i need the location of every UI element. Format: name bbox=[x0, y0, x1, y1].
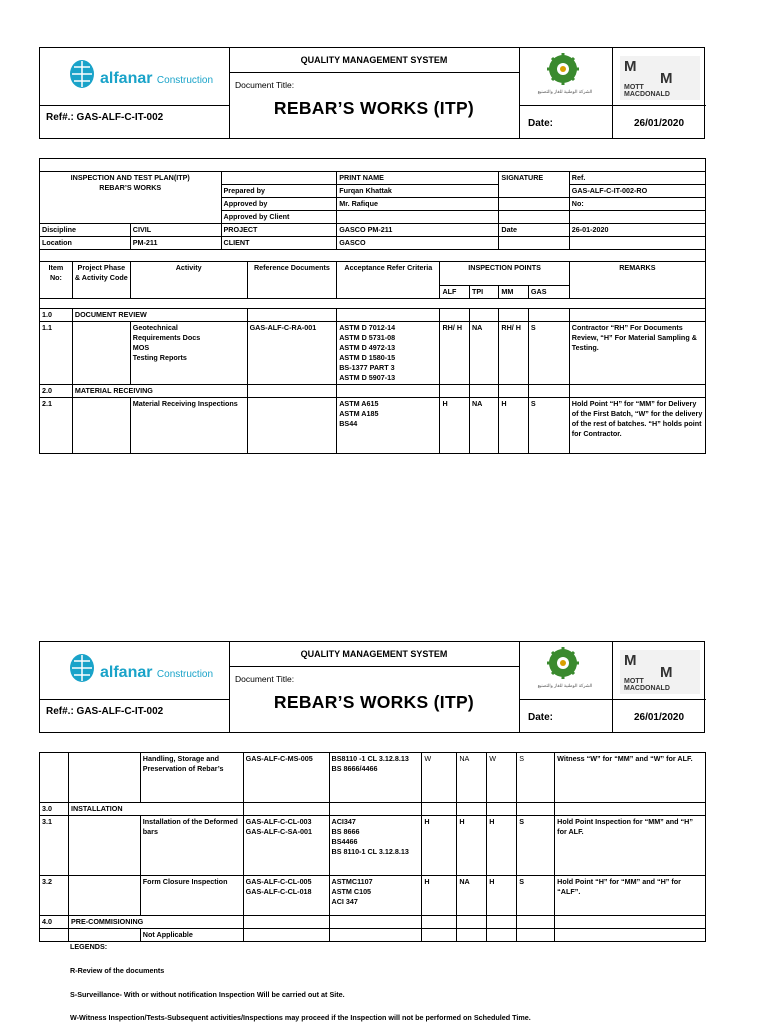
gasco-logo bbox=[529, 52, 601, 102]
mm-name-1: MOTT bbox=[624, 678, 644, 685]
company-sub: Construction bbox=[156, 75, 214, 86]
gasco-caption: الشركة الوطنية للغاز والتصنيع bbox=[537, 683, 593, 688]
sec2-title: MATERIAL RECEIVING bbox=[72, 385, 247, 398]
col-activity: Activity bbox=[130, 262, 247, 299]
itp-table-2 bbox=[39, 752, 706, 942]
gasco-caption: الشركة الوطنية للغاز والتصنيع bbox=[537, 89, 593, 94]
row22-mm: W bbox=[487, 753, 517, 803]
row21-alf: H bbox=[440, 398, 469, 454]
gasco-gear-icon bbox=[543, 52, 583, 86]
col-phase: Project Phase & Activity Code bbox=[72, 262, 130, 299]
date-value: 26/01/2020 bbox=[633, 712, 685, 723]
sec4-no: 4.0 bbox=[40, 916, 69, 929]
row21-remarks: Hold Point “H” for “MM” for Delivery of the First Batch, “W” for the delivery of the rest of batches. “H” holds point for Contractor. bbox=[569, 398, 705, 454]
plan-title: INSPECTION AND TEST PLAN(ITP) REBAR’S WORKS bbox=[40, 172, 222, 211]
row32-tpi: NA bbox=[457, 876, 487, 916]
doc-title: REBAR’S WORKS (ITP) bbox=[273, 98, 475, 118]
alfanar-globe-icon bbox=[68, 58, 98, 90]
alfanar-logo bbox=[68, 58, 218, 92]
row32-alf: H bbox=[422, 876, 457, 916]
row22-activity: Handling, Storage and Preservation of Rebar’s bbox=[140, 753, 243, 803]
row32-gas: S bbox=[517, 876, 555, 916]
approved-by-label: Approved by bbox=[221, 198, 337, 211]
project-value: GASCO PM-211 bbox=[337, 224, 499, 237]
sec3-title: INSTALLATION bbox=[68, 803, 243, 816]
mm-letter-2: M bbox=[660, 664, 673, 681]
row31-tpi: H bbox=[457, 816, 487, 876]
gasco-logo bbox=[529, 646, 601, 696]
sec1-no: 1.0 bbox=[40, 309, 73, 322]
row31-no: 3.1 bbox=[40, 816, 69, 876]
company-name: alfanar bbox=[100, 664, 153, 681]
mm-name-1: MOTT bbox=[624, 84, 644, 91]
sec2-no: 2.0 bbox=[40, 385, 73, 398]
row11-criteria: ASTM D 7012-14 ASTM D 5731-08 ASTM D 4972-13 ASTM D 1580-15 BS-1377 PART 3 ASTM D 5907-13 bbox=[337, 322, 440, 385]
approved-name: Mr. Rafique bbox=[337, 198, 499, 211]
mm-name-2: MACDONALD bbox=[624, 91, 670, 98]
doc-header-2 bbox=[39, 641, 705, 733]
prepared-by-label: Prepared by bbox=[221, 185, 337, 198]
date-value-2: 26-01-2020 bbox=[569, 224, 705, 237]
row31-criteria: ACI347 BS 8666 BS4466 BS 8110-1 CL 3.12.8.13 bbox=[329, 816, 422, 876]
col-remarks: REMARKS bbox=[569, 262, 705, 299]
itp-table-1 bbox=[39, 158, 706, 454]
doc-title-label: Document Title: bbox=[235, 80, 295, 90]
approved-client-label: Approved by Client bbox=[221, 211, 337, 224]
row11-tpi: NA bbox=[469, 322, 498, 385]
row21-mm: H bbox=[499, 398, 528, 454]
row11-activity: Geotechnical Requirements Docs MOS Testing Reports bbox=[130, 322, 247, 385]
sec3-no: 3.0 bbox=[40, 803, 69, 816]
qms-title: QUALITY MANAGEMENT SYSTEM bbox=[300, 649, 448, 659]
row11-remarks: Contractor “RH” For Documents Review, “H” For Material Sampling & Testing. bbox=[569, 322, 705, 385]
row11-alf: RH/ H bbox=[440, 322, 469, 385]
row31-gas: S bbox=[517, 816, 555, 876]
mm-letter-1: M bbox=[624, 58, 637, 75]
company-name: alfanar bbox=[100, 70, 153, 87]
doc-header-1 bbox=[39, 47, 705, 139]
row22-remarks: Witness “W” for “MM” and “W” for ALF. bbox=[555, 753, 706, 803]
mm-letter-2: M bbox=[660, 70, 673, 87]
row22-gas: S bbox=[517, 753, 555, 803]
location-value: PM-211 bbox=[130, 237, 221, 250]
no-label: No: bbox=[569, 198, 705, 211]
project-label: PROJECT bbox=[221, 224, 337, 237]
row32-criteria: ASTMC1107 ASTM C105 ACI 347 bbox=[329, 876, 422, 916]
alfanar-globe-icon bbox=[68, 652, 98, 684]
mm-letter-1: M bbox=[624, 652, 637, 669]
row11-gas: S bbox=[528, 322, 569, 385]
row11-mm: RH/ H bbox=[499, 322, 528, 385]
row22-ref: GAS-ALF-C-MS-005 bbox=[243, 753, 329, 803]
row31-mm: H bbox=[487, 816, 517, 876]
client-label: CLIENT bbox=[221, 237, 337, 250]
legend-witness: W-Witness Inspection/Tests-Subsequent activities/Inspections may proceed if the Inspection will not be performed on Scheduled Time. bbox=[70, 1013, 531, 1022]
row21-no: 2.1 bbox=[40, 398, 73, 454]
col-criteria: Acceptance Refer Criteria bbox=[337, 262, 440, 299]
row41-activity: Not Applicable bbox=[140, 929, 243, 942]
print-name-header: PRINT NAME bbox=[337, 172, 499, 185]
date-value: 26/01/2020 bbox=[633, 118, 685, 129]
doc-title: REBAR’S WORKS (ITP) bbox=[273, 692, 475, 712]
discipline-label: Discipline bbox=[40, 224, 131, 237]
col-gas: GAS bbox=[528, 286, 569, 299]
signature-header: SIGNATURE bbox=[499, 172, 569, 185]
row32-ref: GAS-ALF-C-CL-005 GAS-ALF-C-CL-018 bbox=[243, 876, 329, 916]
row32-no: 3.2 bbox=[40, 876, 69, 916]
ref-label: Ref. bbox=[569, 172, 705, 185]
doc-title-label: Document Title: bbox=[235, 674, 295, 684]
legends-title: LEGENDS: bbox=[70, 942, 108, 951]
col-alf: ALF bbox=[440, 286, 469, 299]
row11-no: 1.1 bbox=[40, 322, 73, 385]
legend-review: R-Review of the documents bbox=[70, 966, 165, 975]
location-label: Location bbox=[40, 237, 131, 250]
qms-title: QUALITY MANAGEMENT SYSTEM bbox=[300, 55, 448, 65]
row32-mm: H bbox=[487, 876, 517, 916]
row21-criteria: ASTM A615 ASTM A185 BS44 bbox=[337, 398, 440, 454]
ref-value: GAS-ALF-C-IT-002-RO bbox=[569, 185, 705, 198]
row22-tpi: NA bbox=[457, 753, 487, 803]
row31-ref: GAS-ALF-C-CL-003 GAS-ALF-C-SA-001 bbox=[243, 816, 329, 876]
gasco-gear-icon bbox=[543, 646, 583, 680]
row31-activity: Installation of the Deformed bars bbox=[140, 816, 243, 876]
ref-number: Ref#.: GAS-ALF-C-IT-002 bbox=[46, 706, 164, 717]
col-mm: MM bbox=[499, 286, 528, 299]
row11-ref: GAS-ALF-C-RA-001 bbox=[247, 322, 337, 385]
mm-name-2: MACDONALD bbox=[624, 685, 670, 692]
company-sub: Construction bbox=[156, 669, 214, 680]
ref-number: Ref#.: GAS-ALF-C-IT-002 bbox=[46, 112, 164, 123]
date-label-2: Date bbox=[499, 224, 569, 237]
col-inspection-points: INSPECTION POINTS bbox=[440, 262, 569, 286]
mott-macdonald-logo bbox=[620, 650, 700, 694]
row32-activity: Form Closure Inspection bbox=[140, 876, 243, 916]
sec1-title: DOCUMENT REVIEW bbox=[72, 309, 247, 322]
row31-remarks: Hold Point Inspection for “MM” and “H” for ALF. bbox=[555, 816, 706, 876]
row21-gas: S bbox=[528, 398, 569, 454]
row22-criteria: BS8110 -1 CL 3.12.8.13 BS 8666/4466 bbox=[329, 753, 422, 803]
col-refdocs: Reference Documents bbox=[247, 262, 337, 299]
date-label: Date: bbox=[528, 118, 554, 129]
row21-tpi: NA bbox=[469, 398, 498, 454]
row32-remarks: Hold Point “H” for “MM” and “H” for “ALF”. bbox=[555, 876, 706, 916]
row22-alf: W bbox=[422, 753, 457, 803]
discipline-value: CIVIL bbox=[130, 224, 221, 237]
legend-surveillance: S-Surveillance- With or without notification Inspection Will be carried out at Site. bbox=[70, 990, 345, 999]
col-item: Item No: bbox=[40, 262, 73, 299]
col-tpi: TPI bbox=[469, 286, 498, 299]
prepared-name: Furqan Khattak bbox=[337, 185, 499, 198]
sec4-title: PRE-COMMISIONING bbox=[68, 916, 243, 929]
date-label: Date: bbox=[528, 712, 554, 723]
alfanar-logo bbox=[68, 652, 218, 686]
row31-alf: H bbox=[422, 816, 457, 876]
mott-macdonald-logo bbox=[620, 56, 700, 100]
client-value: GASCO bbox=[337, 237, 499, 250]
row21-activity: Material Receiving Inspections bbox=[130, 398, 247, 454]
